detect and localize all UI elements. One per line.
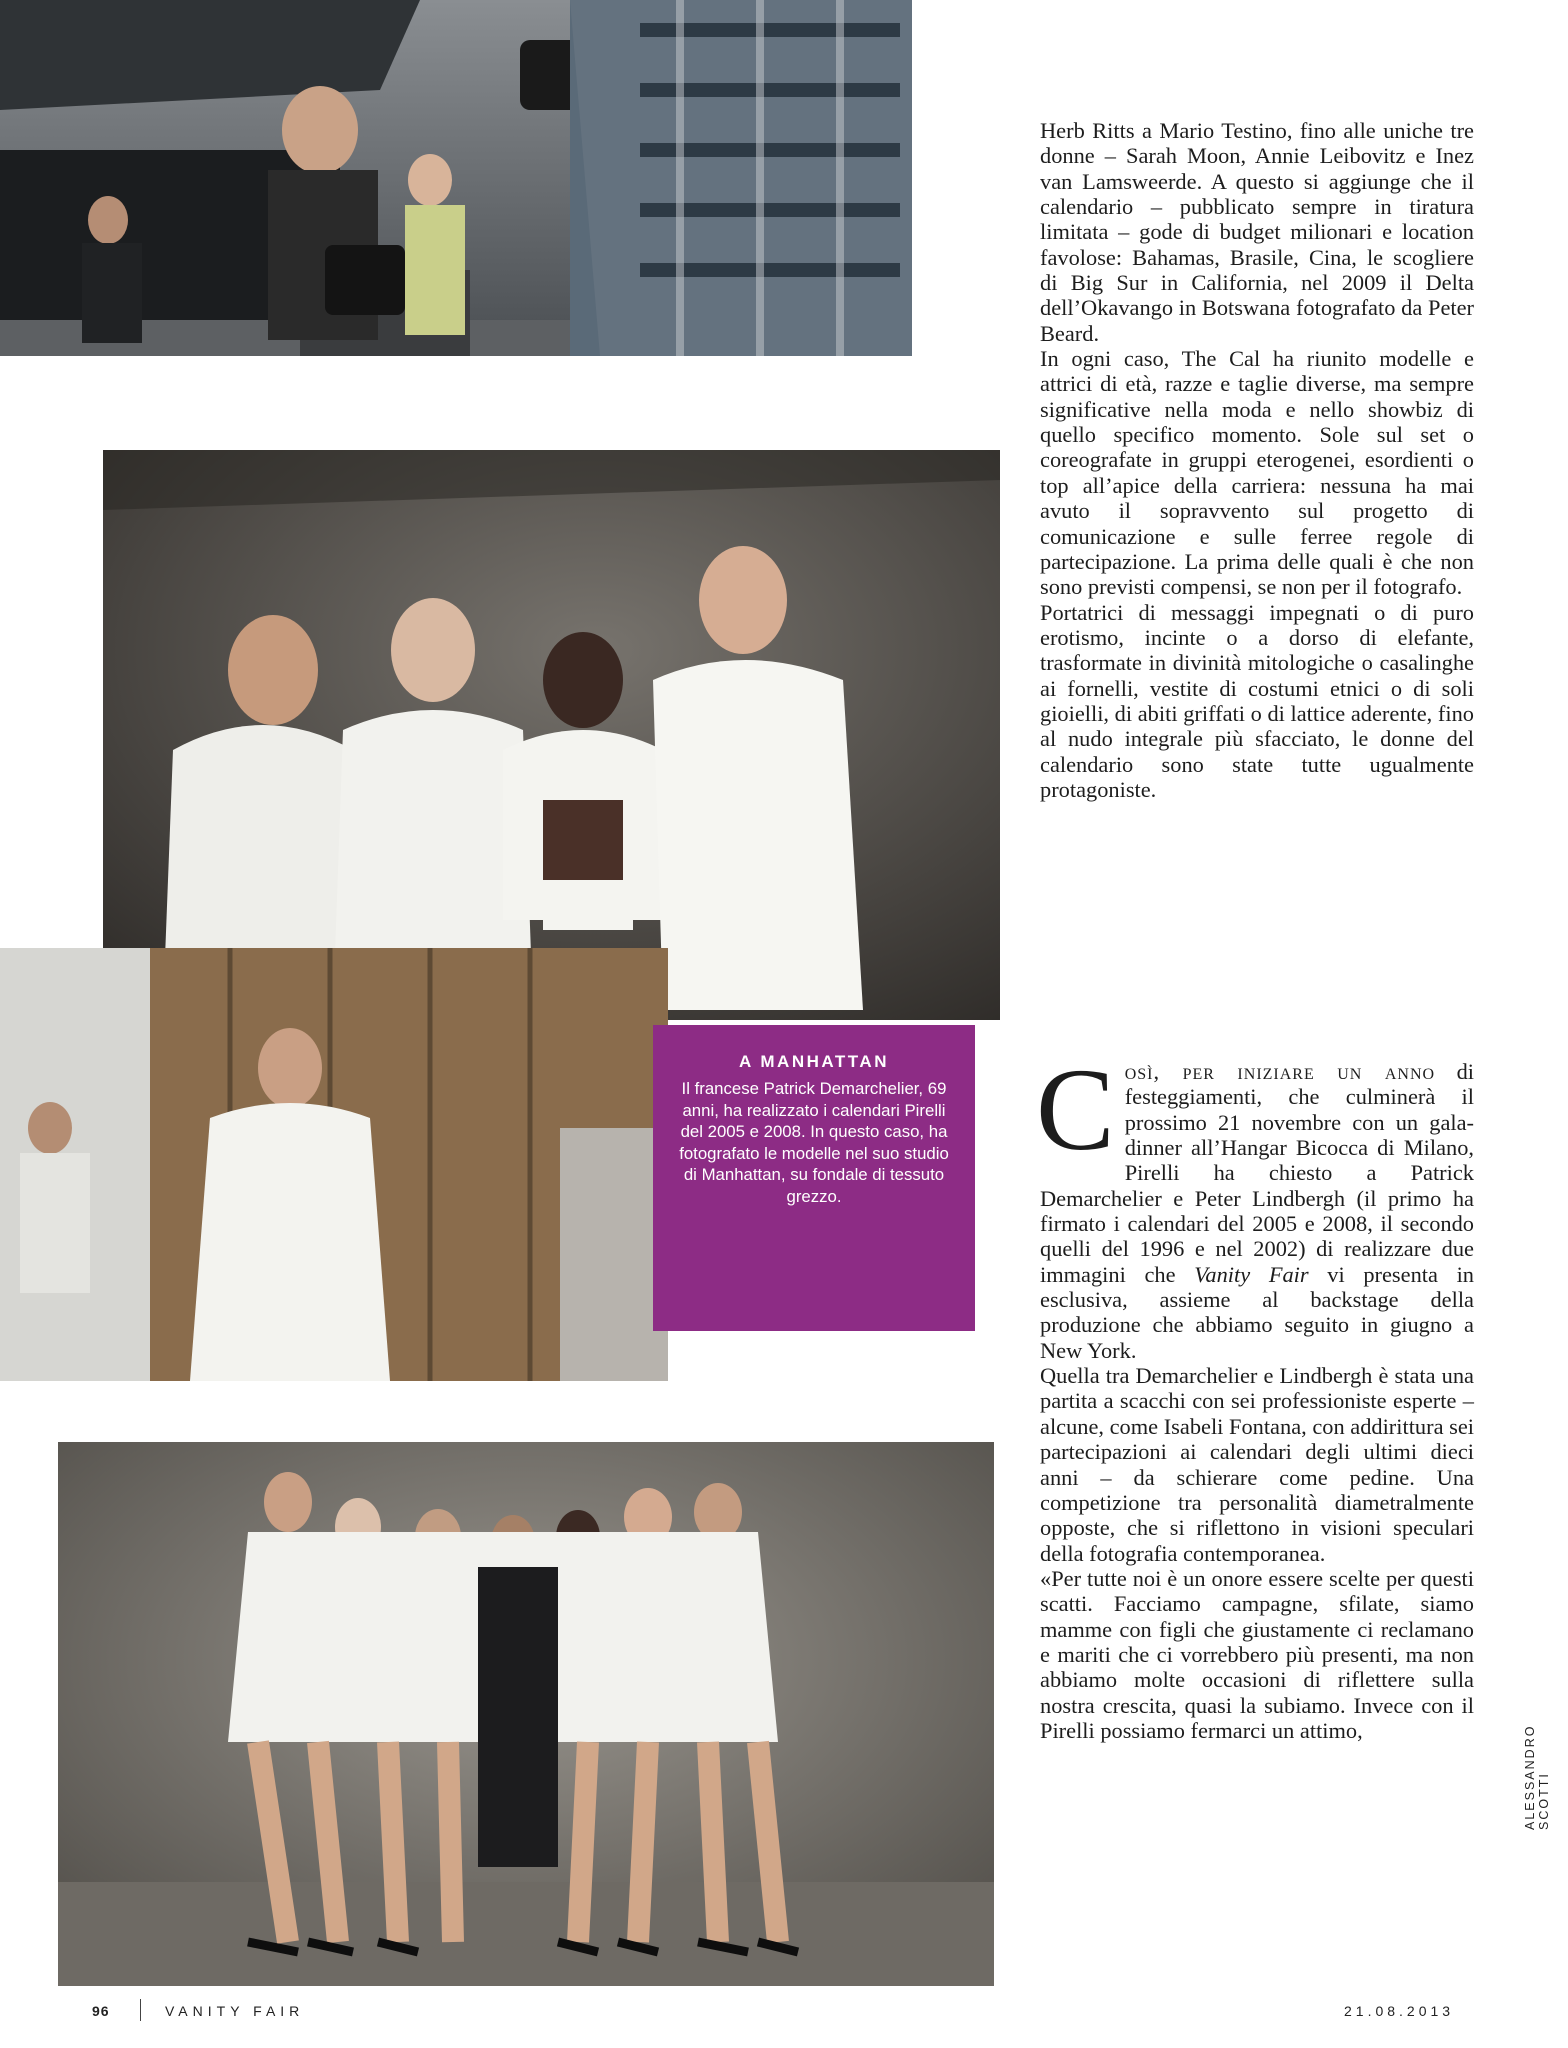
photo-four-models — [103, 450, 1000, 1020]
article-paragraph: «Per tutte noi è un onore essere scelte per questi scatti. Facciamo campagne, sfilate, siamo mamme con figli che giustamente ci reclamano e mariti che ci vorrebbero più presenti, ma non abbiamo molte occasioni di riflettere sulla nostra crescita, quasi la subiamo. Invece con il Pirelli possiamo fermarci un attimo, — [1040, 1565, 1474, 1743]
opening-text: di festeggiamenti, che culminerà il prossimo 21 novembre con un gala-dinner all’Hangar Bicocca di Milano, Pirelli ha chiesto a Patrick Demarchelier e Peter Lindbergh (il primo ha firmato i calendari del 2005 e 2008, il secondo quelli del 1996 e nel 2002) di realizzare due immagini che — [1040, 1059, 1474, 1287]
article-paragraph-opening — [1036, 1044, 1474, 1363]
article-paragraph: Quella tra Demarchelier e Lindbergh è stata una partita a scacchi con sei professioniste esperte – alcune, come Isabeli Fontana, con addirittura sei partecipazioni ai calendari degli ultimi dieci anni – da schierare come pedine. Una competizione tra personalità diametralmente opposte, che si riflettono in visioni speculari della fotografia contemporanea. — [1040, 1363, 1474, 1566]
footer-divider — [140, 1999, 141, 2021]
photo-credit: ALESSANDRO SCOTTI — [1523, 1724, 1551, 1830]
photo-group-with-photographer — [58, 1442, 994, 1986]
photo-studio-robe — [0, 948, 668, 1381]
article-column-top — [1040, 118, 1474, 802]
article-paragraph: In ogni caso, The Cal ha riunito modelle e attrici di età, razze e taglie diverse, ma sempre significative nella moda e nello showbiz di quello specifico momento. Sole sul set o coreografate in gruppi eterogenei, esordienti o top all’apice della carriera: nessuna ha mai avuto il sopravvento sul progetto di comunicazione e sulle ferree regole di partecipazione. La prima delle quali è che non sono previsti compensi, se non per il fotografo. — [1040, 346, 1474, 600]
opening-text-end: vi presenta in esclusiva, assieme al backstage della produzione che abbiamo seguito in giugno a New York. — [1040, 1261, 1474, 1363]
magazine-reference: Vanity Fair — [1194, 1261, 1309, 1287]
photo-caption-box — [653, 1025, 975, 1331]
article-paragraph: Herb Ritts a Mario Testino, fino alle uniche tre donne – Sarah Moon, Annie Leibovitz e Inez van Lamsweerde. A questo si aggiunge che il calendario – pubblicato sempre in tiratura limitata – gode di budget milionari e location favolose: Bahamas, Brasile, Cina, le scogliere di Big Sur in California, nel 2009 il Delta dell’Okavango in Botswana fotografato da Peter Beard. — [1040, 118, 1474, 346]
drop-cap: C — [1036, 1044, 1115, 1175]
article-column-bottom — [1036, 1044, 1474, 1743]
magazine-name: VANITY FAIR — [165, 2003, 305, 2019]
issue-date: 21.08.2013 — [1344, 2003, 1455, 2019]
caption-text: Il francese Patrick Demarchelier, 69 anni, ha realizzato i calendari Pirelli del 2005 e 2008. In questo caso, ha fotografato le modelle nel suo studio di Manhattan, su fondale di tessuto grezzo. — [679, 1079, 949, 1206]
photo-street-scene — [0, 0, 912, 356]
article-paragraph: Portatrici di messaggi impegnati o di puro erotismo, incinte o a dorso di elefante, trasformate in divinità mitologiche o casalinghe ai fornelli, vestite di costumi etnici o di soli gioielli, di abiti griffati o di lattice aderente, fino al nudo integrale più sfacciato, le donne del calendario sono state tutte ugualmente protagoniste. — [1040, 599, 1474, 802]
page-number: 96 — [92, 2003, 110, 2019]
lead-in: osì, per iniziare un anno — [1124, 1059, 1436, 1084]
caption-title: A MANHATTAN — [739, 1052, 889, 1071]
